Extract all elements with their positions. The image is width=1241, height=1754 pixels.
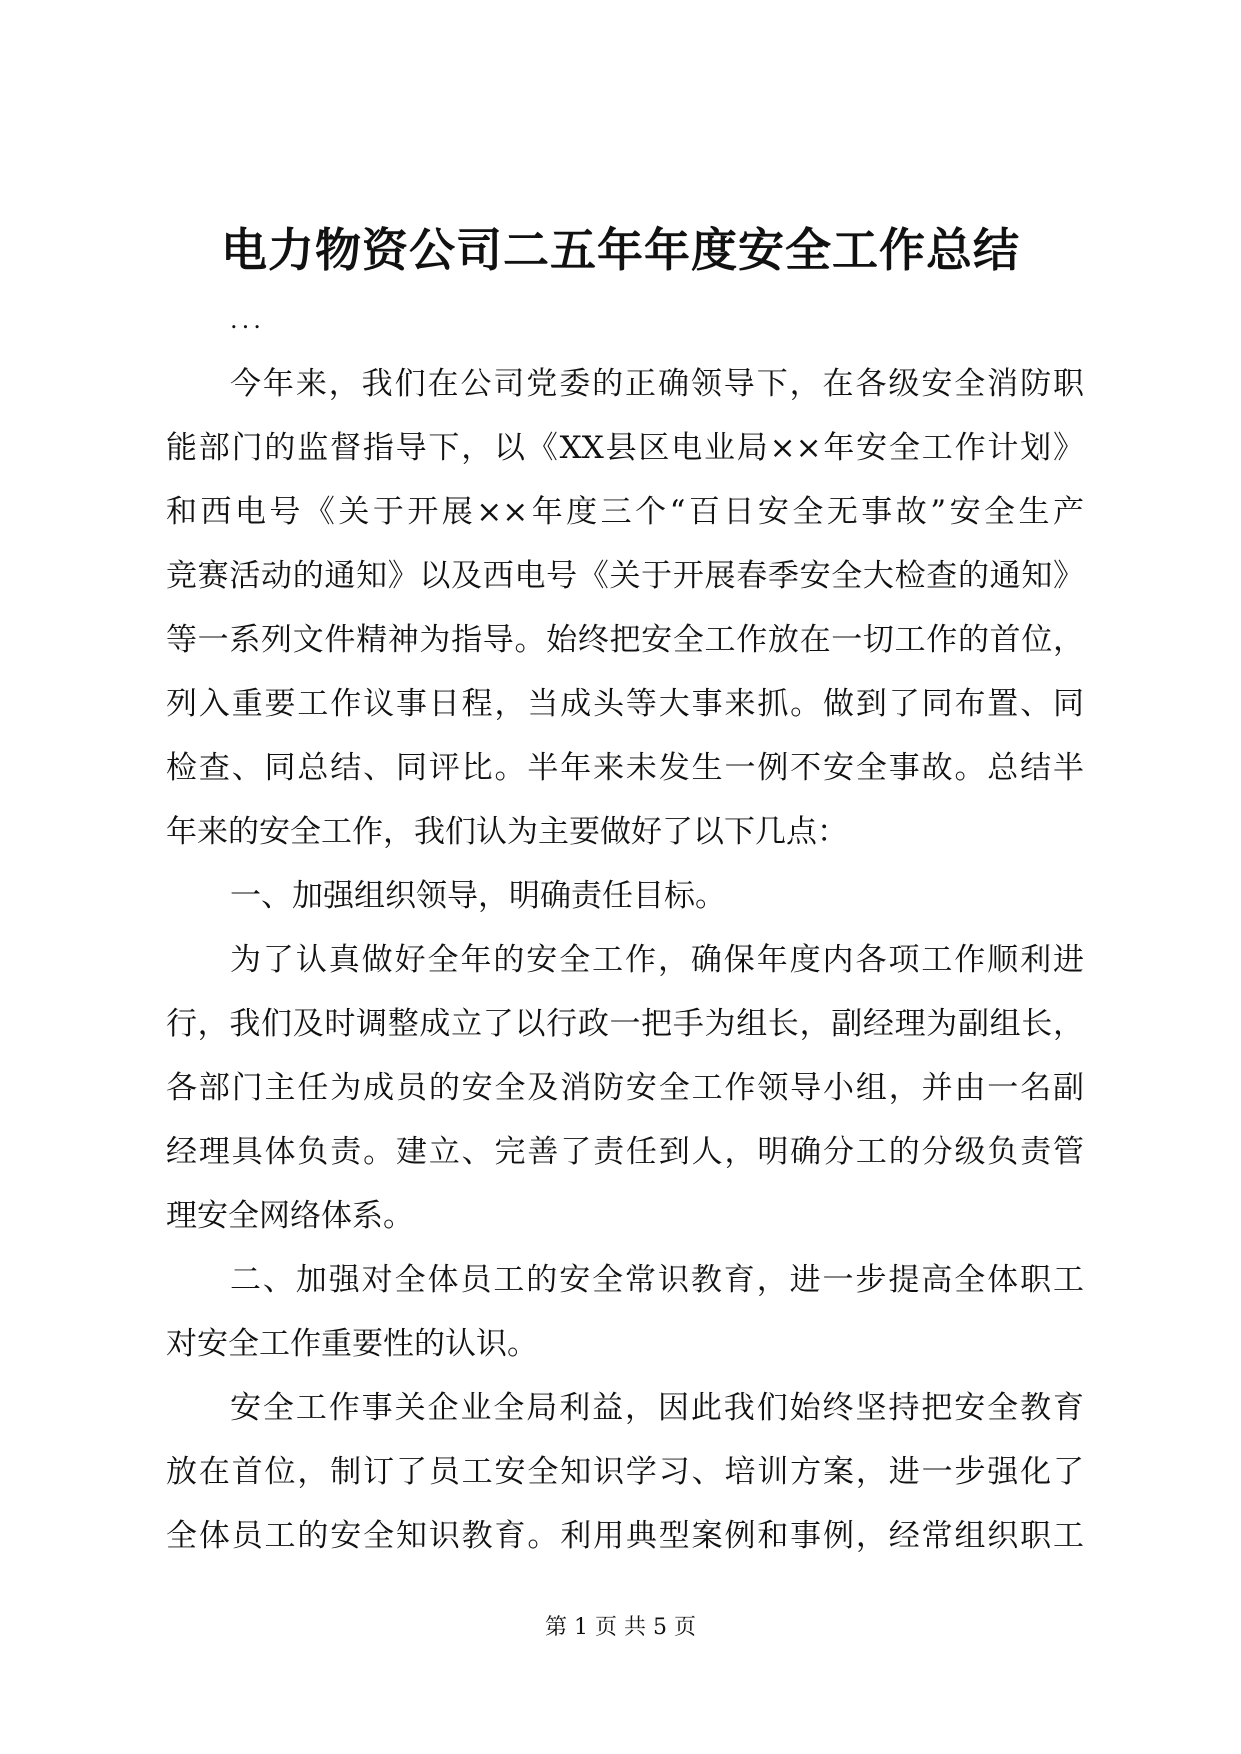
body-text-line: 为了认真做好全年的安全工作，确保年度内各项工作顺利进 (230, 942, 1084, 978)
body-text-line: 能部门的监督指导下，以《XX县区电业局××年安全工作计划》 (166, 430, 1084, 466)
body-text-line: 今年来，我们在公司党委的正确领导下，在各级安全消防职 (230, 366, 1084, 402)
body-text-line: 列入重要工作议事日程，当成头等大事来抓。做到了同布置、同 (166, 686, 1084, 722)
body-text-line: 各部门主任为成员的安全及消防安全工作领导小组，并由一名副 (166, 1070, 1084, 1106)
body-text-line: 行，我们及时调整成立了以行政一把手为组长，副经理为副组长， (166, 1006, 1084, 1042)
document-title: 电力物资公司二五年年度安全工作总结 (221, 223, 1020, 277)
body-text-line: 二、加强对全体员工的安全常识教育，进一步提高全体职工 (230, 1262, 1084, 1298)
body-text-line: 检查、同总结、同评比。半年来未发生一例不安全事故。总结半 (166, 750, 1084, 786)
body-text-line: 理安全网络体系。 (166, 1198, 414, 1234)
body-text-line: 全体员工的安全知识教育。利用典型案例和事例，经常组织职工 (166, 1518, 1084, 1554)
body-text-line: 和西电号《关于开展××年度三个“百日安全无事故”安全生产 (166, 494, 1084, 530)
page-number-footer: 第 1 页 共 5 页 (545, 1615, 696, 1640)
body-text-line: 一、加强组织领导，明确责任目标。 (230, 878, 726, 914)
body-text-line: 对安全工作重要性的认识。 (166, 1326, 538, 1362)
body-text-line: 等一系列文件精神为指导。始终把安全工作放在一切工作的首位， (166, 622, 1084, 658)
document-body (166, 352, 1084, 1568)
body-text-line: 放在首位，制订了员工安全知识学习、培训方案，进一步强化了 (166, 1454, 1084, 1490)
ellipsis-marker: ... (230, 306, 265, 334)
body-text-line: 经理具体负责。建立、完善了责任到人，明确分工的分级负责管 (166, 1134, 1084, 1170)
body-text-line: 年来的安全工作，我们认为主要做好了以下几点： (166, 814, 848, 850)
body-text-line: 安全工作事关企业全局利益，因此我们始终坚持把安全教育 (230, 1390, 1084, 1426)
body-text-line: 竞赛活动的通知》以及西电号《关于开展春季安全大检查的通知》 (166, 558, 1084, 594)
